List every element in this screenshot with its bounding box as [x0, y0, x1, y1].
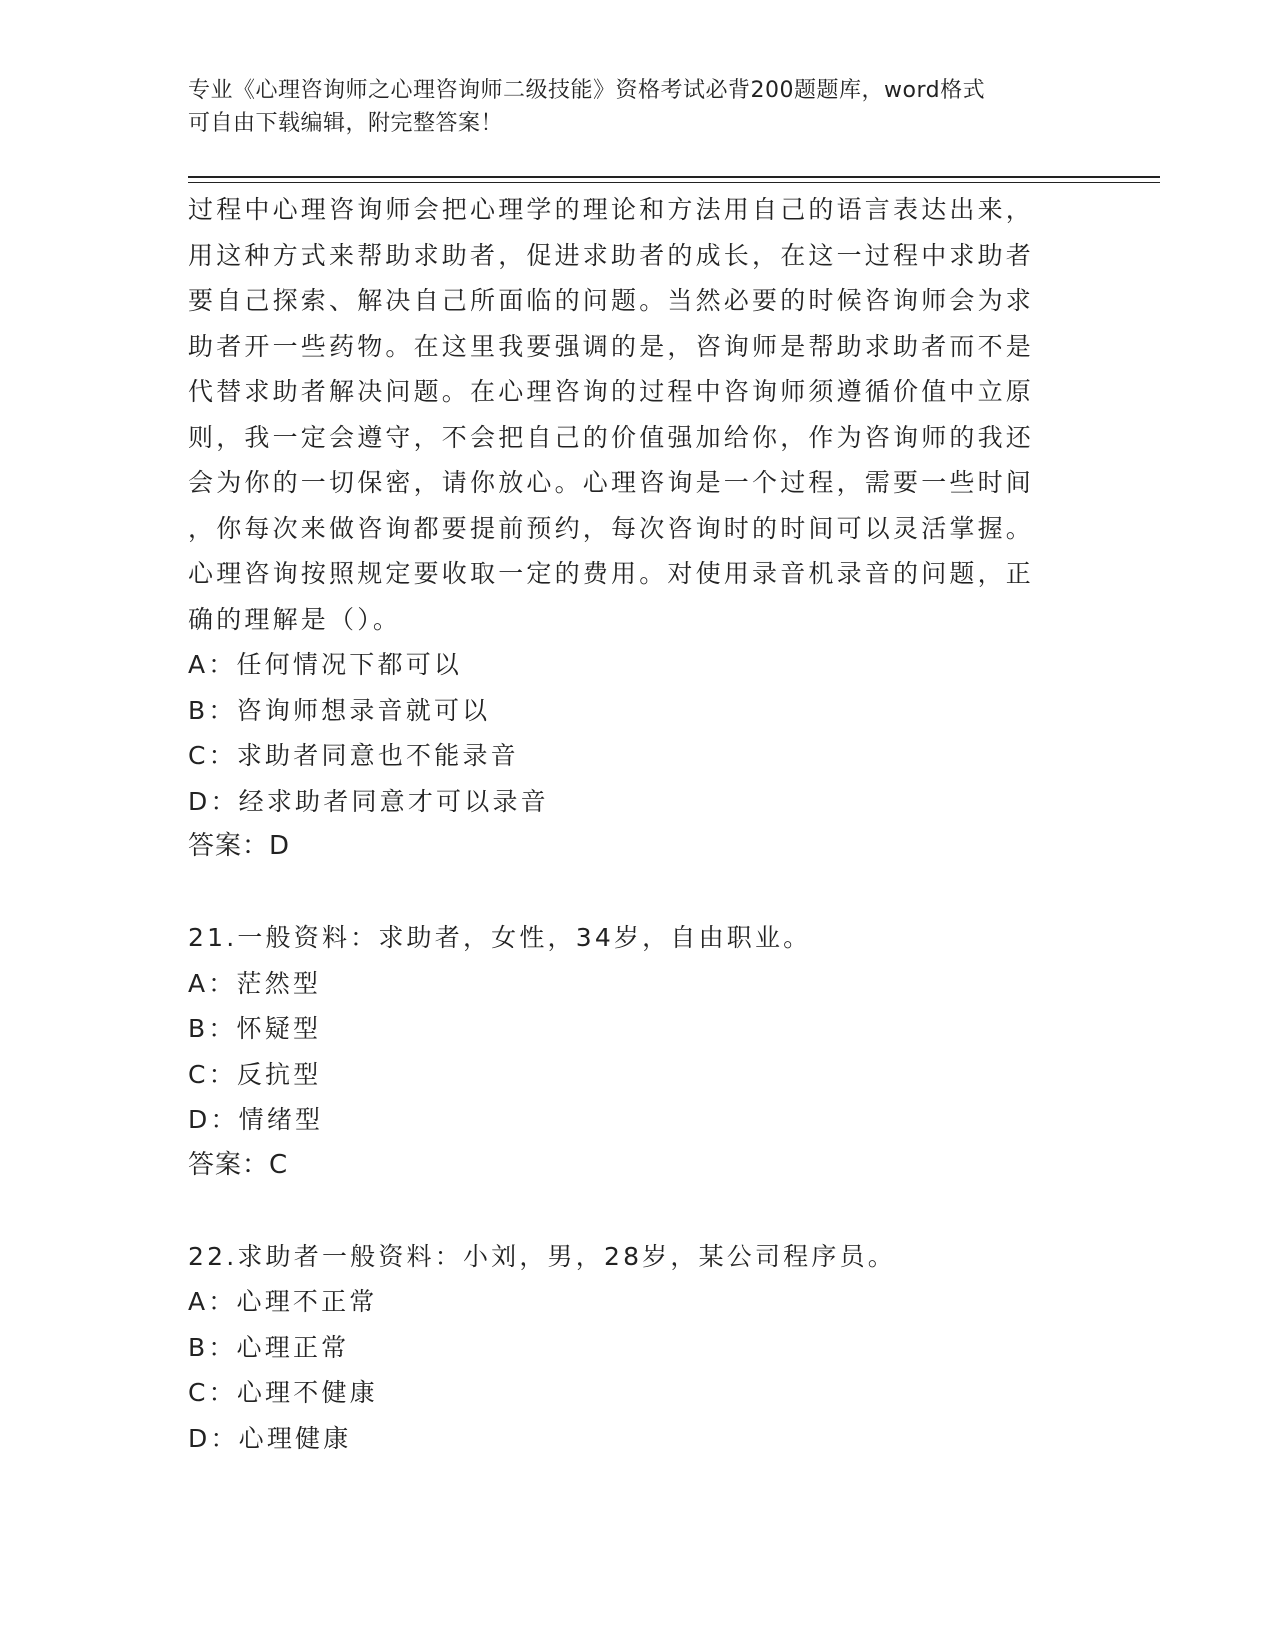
question-text-line: 会为你的一切保密，请你放心。心理咨询是一个过程，需要一些时间: [188, 468, 1035, 497]
option-c: C：心理不健康: [188, 1378, 378, 1407]
question-21: [188, 915, 1108, 1188]
option-c: C：求助者同意也不能录音: [188, 741, 519, 770]
question-20: [188, 187, 1108, 870]
option-d: D：心理健康: [188, 1423, 352, 1453]
option-a: A：心理不正常: [188, 1287, 378, 1316]
page-header: [188, 74, 1078, 140]
option-a: A：任何情况下都可以: [188, 650, 463, 679]
header-line-2: 可自由下载编辑，附完整答案！: [188, 111, 504, 136]
question-text-line: ，你每次来做咨询都要提前预约，每次咨询时的时间可以灵活掌握。: [188, 513, 1035, 543]
option-b: B：怀疑型: [188, 1014, 322, 1043]
header-divider-bottom: [188, 182, 1160, 183]
answer-label: 答案：C: [188, 1149, 289, 1180]
question-22: [188, 1234, 1108, 1462]
header-divider-top: [188, 176, 1160, 178]
option-b: B：咨询师想录音就可以: [188, 695, 491, 725]
question-spacer: [188, 1188, 1108, 1234]
question-stem: 22.求助者一般资料：小刘，男，28岁，某公司程序员。: [188, 1241, 896, 1271]
header-line-1: 专业《心理咨询师之心理咨询师二级技能》资格考试必背200题题库，word格式: [188, 78, 986, 103]
answer-label: 答案：D: [188, 831, 291, 861]
question-stem: 21.一般资料：求助者，女性，34岁，自由职业。: [188, 923, 812, 952]
question-text-line: 代替求助者解决问题。在心理咨询的过程中咨询师须遵循价值中立原: [188, 377, 1035, 406]
option-a: A：茫然型: [188, 968, 322, 998]
question-text-line: 则，我一定会遵守，不会把自己的价值强加给你，作为咨询师的我还: [188, 422, 1035, 452]
option-d: D：情绪型: [188, 1105, 324, 1134]
question-text-line: 心理咨询按照规定要收取一定的费用。对使用录音机录音的问题，正: [188, 559, 1035, 588]
question-spacer: [188, 870, 1108, 916]
option-b: B：心理正常: [188, 1332, 350, 1362]
question-text-line: 过程中心理咨询师会把心理学的理论和方法用自己的语言表达出来，: [188, 195, 1035, 224]
document-body: [188, 187, 1108, 1461]
option-c: C：反抗型: [188, 1059, 322, 1089]
question-text-line: 用这种方式来帮助求助者，促进求助者的成长，在这一过程中求助者: [188, 240, 1035, 270]
option-d: D：经求助者同意才可以录音: [188, 786, 549, 816]
question-text-line: 确的理解是（）。: [188, 604, 402, 634]
question-text-line: 要自己探索、解决自己所面临的问题。当然必要的时候咨询师会为求: [188, 286, 1035, 315]
question-text-line: 助者开一些药物。在这里我要强调的是，咨询师是帮助求助者而不是: [188, 331, 1035, 361]
